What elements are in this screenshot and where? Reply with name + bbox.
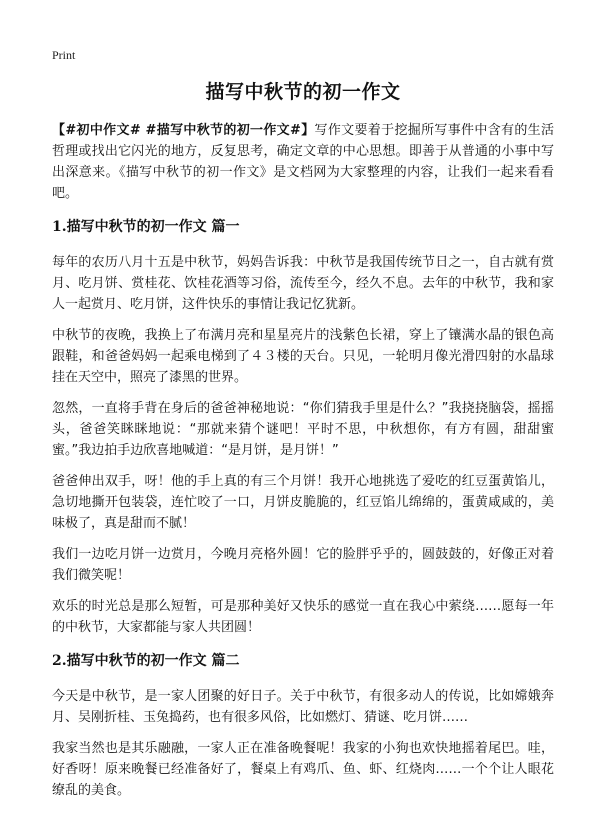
section-1-paragraph-6: 欢乐的时光总是那么短暂，可是那种美好又快乐的感觉一直在我心中萦绕……愿每一年的中秋节，大家都能与家人共团圆！ xyxy=(52,599,554,635)
section-2-paragraph-2: 我家当然也是其乐融融，一家人正在准备晚餐呢！我家的小狗也欢快地摇着尾巴。哇，好香呀！原来晚餐已经准备好了，餐桌上有鸡爪、鱼、虾、红烧肉……一个个让人眼花缭乱的美食。 xyxy=(52,741,554,798)
section-heading-2: 2.描写中秋节的初一作文 篇二 xyxy=(52,653,240,669)
section-1-paragraph-4: 爸爸伸出双手，呀！他的手上真的有三个月饼！我开心地挑选了爱吃的红豆蛋黄馅儿，急切地撕开包装袋，连忙咬了一口，月饼皮脆脆的，红豆馅儿绵绵的，蛋黄咸咸的，美味极了，真是甜而不腻！ xyxy=(52,474,554,531)
section-1-paragraph-3: 忽然，一直将手背在身后的爸爸神秘地说：“你们猜我手里是什么？”我挠挠脑袋，摇摇头，爸爸笑眯眯地说：“那就来猜个谜吧！平时不思，中秋想你，有方有圆，甜甜蜜蜜。”我边拍手边欣喜地喊道：“是月饼，是月饼！” xyxy=(52,401,554,458)
section-2-paragraph-1: 今天是中秋节，是一家人团聚的好日子。关于中秋节，有很多动人的传说，比如嫦娥奔月、吴刚折桂、玉兔捣药，也有很多风俗，比如燃灯、猜谜、吃月饼…… xyxy=(52,689,554,725)
document-title: 描写中秋节的初一作文 xyxy=(205,81,401,103)
intro-tags: 【#初中作文# #描写中秋节的初一作文#】 xyxy=(52,123,315,138)
section-1-paragraph-2: 中秋节的夜晚，我换上了布满月亮和星星亮片的浅紫色长裙，穿上了镶满水晶的银色高跟鞋，和爸爸妈妈一起乘电梯到了４３楼的天台。只见，一轮明月像光滑四射的水晶球挂在天空中，照亮了漆黑的世界。 xyxy=(52,328,554,385)
intro-text: 写作文要着于挖掘所写事件中含有的生活哲理或找出它闪光的地方，反复思考，确定文章的中心思想。即善于从普通的小事中写出深意来。《描写中秋节的初一作文》是文档网为大家整理的内容，让我们一起来看看吧。 xyxy=(52,123,554,201)
section-1-paragraph-1: 每年的农历八月十五是中秋节，妈妈告诉我：中秋节是我国传统节日之一，自古就有赏月、吃月饼、赏桂花、饮桂花酒等习俗，流传至今，经久不息。去年的中秋节，我和家人一起赏月、吃月饼，这件快乐的事情让我记忆犹新。 xyxy=(52,255,554,312)
section-1-paragraph-5: 我们一边吃月饼一边赏月，今晚月亮格外圆！它的脸胖乎乎的，圆鼓鼓的，好像正对着我们微笑呢！ xyxy=(52,547,554,583)
print-label: Print xyxy=(52,48,76,62)
intro-paragraph xyxy=(52,120,554,204)
section-heading-1: 1.描写中秋节的初一作文 篇一 xyxy=(52,219,240,235)
